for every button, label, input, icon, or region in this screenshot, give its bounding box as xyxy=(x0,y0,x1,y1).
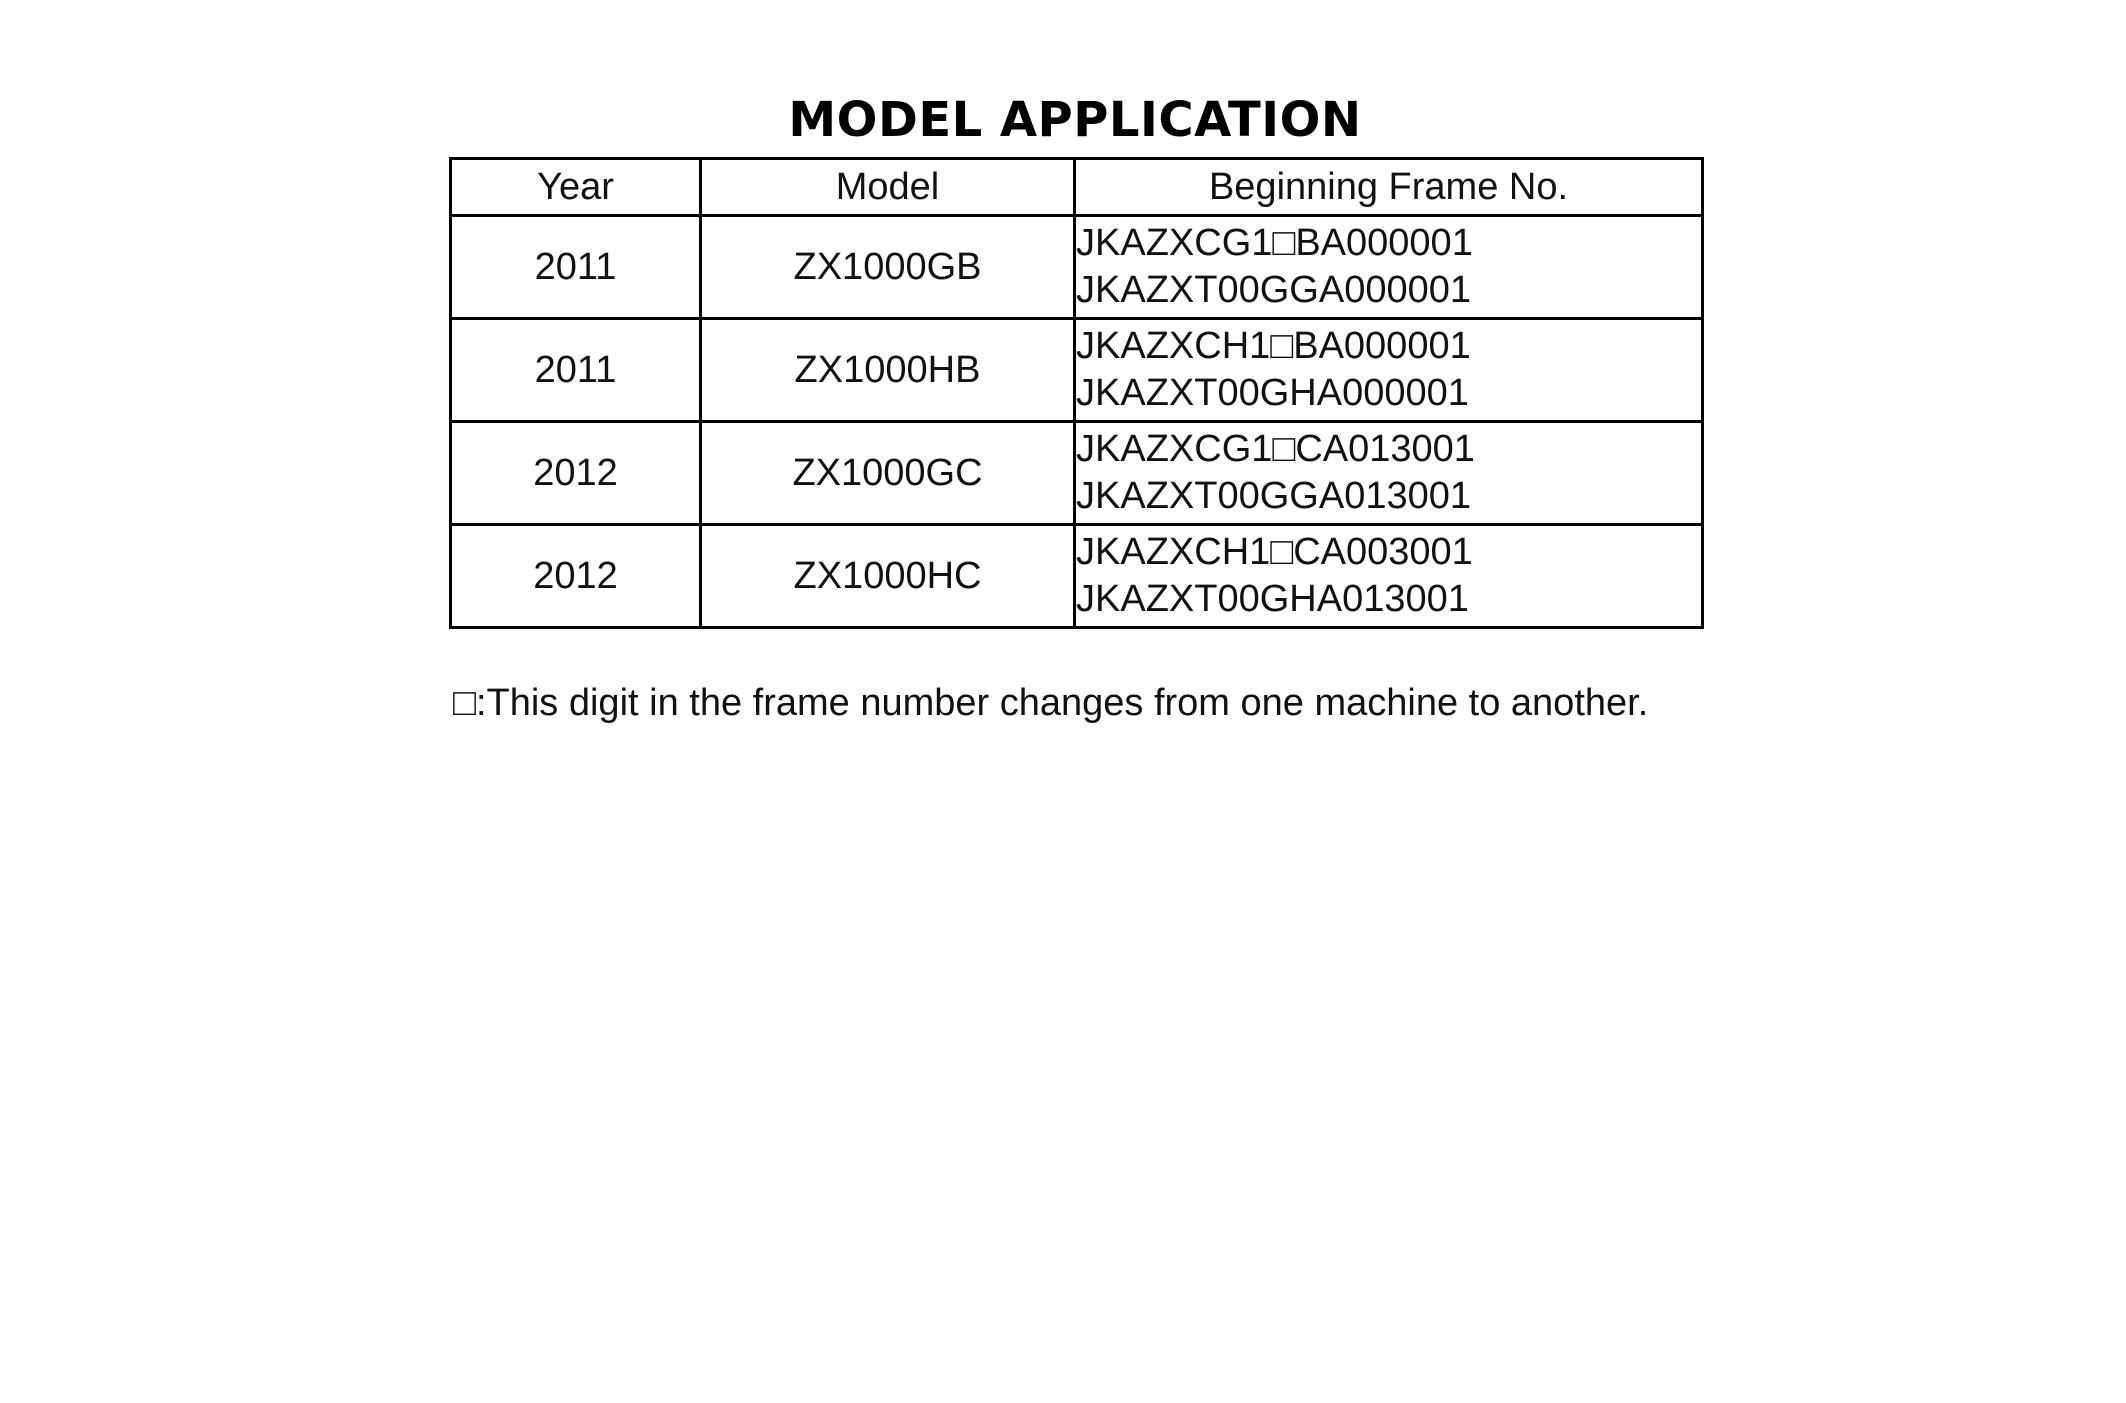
page-title: MODEL APPLICATION xyxy=(788,92,1362,148)
model-cell: ZX1000GC xyxy=(701,422,1075,525)
header-year: Year xyxy=(451,159,701,216)
model-cell: ZX1000GB xyxy=(701,216,1075,319)
year-cell: 2011 xyxy=(451,319,701,422)
year-cell: 2011 xyxy=(451,216,701,319)
year-cell: 2012 xyxy=(451,525,701,628)
model-cell: ZX1000HC xyxy=(701,525,1075,628)
frame-number: JKAZXCG1□CA013001 xyxy=(1076,428,1475,470)
frame-number: JKAZXT00GHA000001 xyxy=(1076,372,1469,414)
frame-cell xyxy=(1075,216,1703,319)
header-beginning-frame-no: Beginning Frame No. xyxy=(1075,159,1703,216)
frame-number: JKAZXCG1□BA000001 xyxy=(1076,222,1473,264)
frame-number: JKAZXCH1□CA003001 xyxy=(1076,531,1473,573)
frame-cell xyxy=(1075,525,1703,628)
footnote: □:This digit in the frame number changes from one machine to another. xyxy=(453,682,1649,724)
frame-cell xyxy=(1075,422,1703,525)
table-row xyxy=(451,525,1703,628)
frame-number: JKAZXT00GGA013001 xyxy=(1076,475,1471,517)
frame-number: JKAZXT00GGA000001 xyxy=(1076,269,1471,311)
model-application-table xyxy=(449,157,1704,629)
table-row xyxy=(451,319,1703,422)
table-row xyxy=(451,422,1703,525)
header-model: Model xyxy=(701,159,1075,216)
model-cell: ZX1000HB xyxy=(701,319,1075,422)
table-row xyxy=(451,216,1703,319)
year-cell: 2012 xyxy=(451,422,701,525)
frame-cell xyxy=(1075,319,1703,422)
frame-number: JKAZXCH1□BA000001 xyxy=(1076,325,1471,367)
frame-number: JKAZXT00GHA013001 xyxy=(1076,578,1469,620)
table-header-row xyxy=(451,159,1703,216)
